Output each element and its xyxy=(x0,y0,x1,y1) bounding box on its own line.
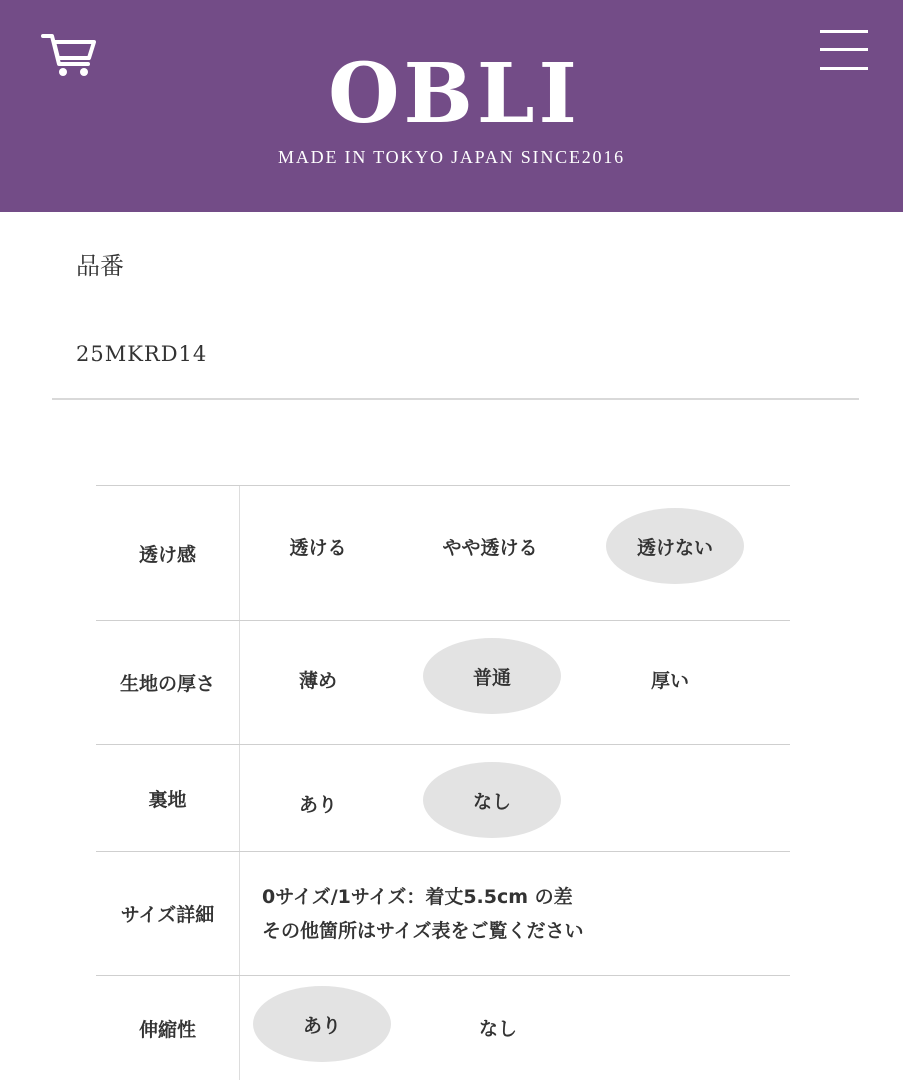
spec-label: 伸縮性 xyxy=(96,976,240,1080)
option-thick: 厚い xyxy=(650,669,689,692)
option-slightly-transparent: やや透ける xyxy=(442,536,538,559)
option-stretch-yes-selected: あり xyxy=(253,986,391,1062)
option-transparent: 透ける xyxy=(289,536,347,559)
spec-row-transparency xyxy=(96,485,790,620)
spec-row-size-detail xyxy=(96,851,790,975)
spec-row-thickness xyxy=(96,620,790,744)
option-not-transparent-selected: 透けない xyxy=(606,508,744,584)
spec-label: 透け感 xyxy=(96,486,240,620)
site-logo[interactable]: OBLI xyxy=(328,46,581,142)
option-lining-yes: あり xyxy=(298,793,337,816)
size-detail-line-1: 0サイズ/1サイズ：着丈5.5cm の差 xyxy=(262,886,573,908)
spec-label: 生地の厚さ xyxy=(96,621,240,744)
product-code-value: 25MKRD14 xyxy=(76,342,208,366)
size-detail-line-2: その他箇所はサイズ表をご覧ください xyxy=(262,920,584,942)
divider xyxy=(52,398,859,400)
product-code-label: 品番 xyxy=(76,252,124,280)
spec-label: 裏地 xyxy=(96,745,240,851)
option-lining-no-selected: なし xyxy=(423,762,561,838)
spec-label: サイズ詳細 xyxy=(96,852,240,975)
site-tagline: MADE IN TOKYO JAPAN SINCE2016 xyxy=(278,147,625,167)
menu-button[interactable] xyxy=(818,30,870,72)
option-stretch-no: なし xyxy=(478,1017,517,1040)
hamburger-menu-icon xyxy=(820,30,868,33)
option-thin: 薄め xyxy=(298,669,337,692)
spec-row-stretch xyxy=(96,975,790,1080)
spec-row-lining xyxy=(96,744,790,851)
option-normal-selected: 普通 xyxy=(423,638,561,714)
site-header xyxy=(0,0,903,212)
